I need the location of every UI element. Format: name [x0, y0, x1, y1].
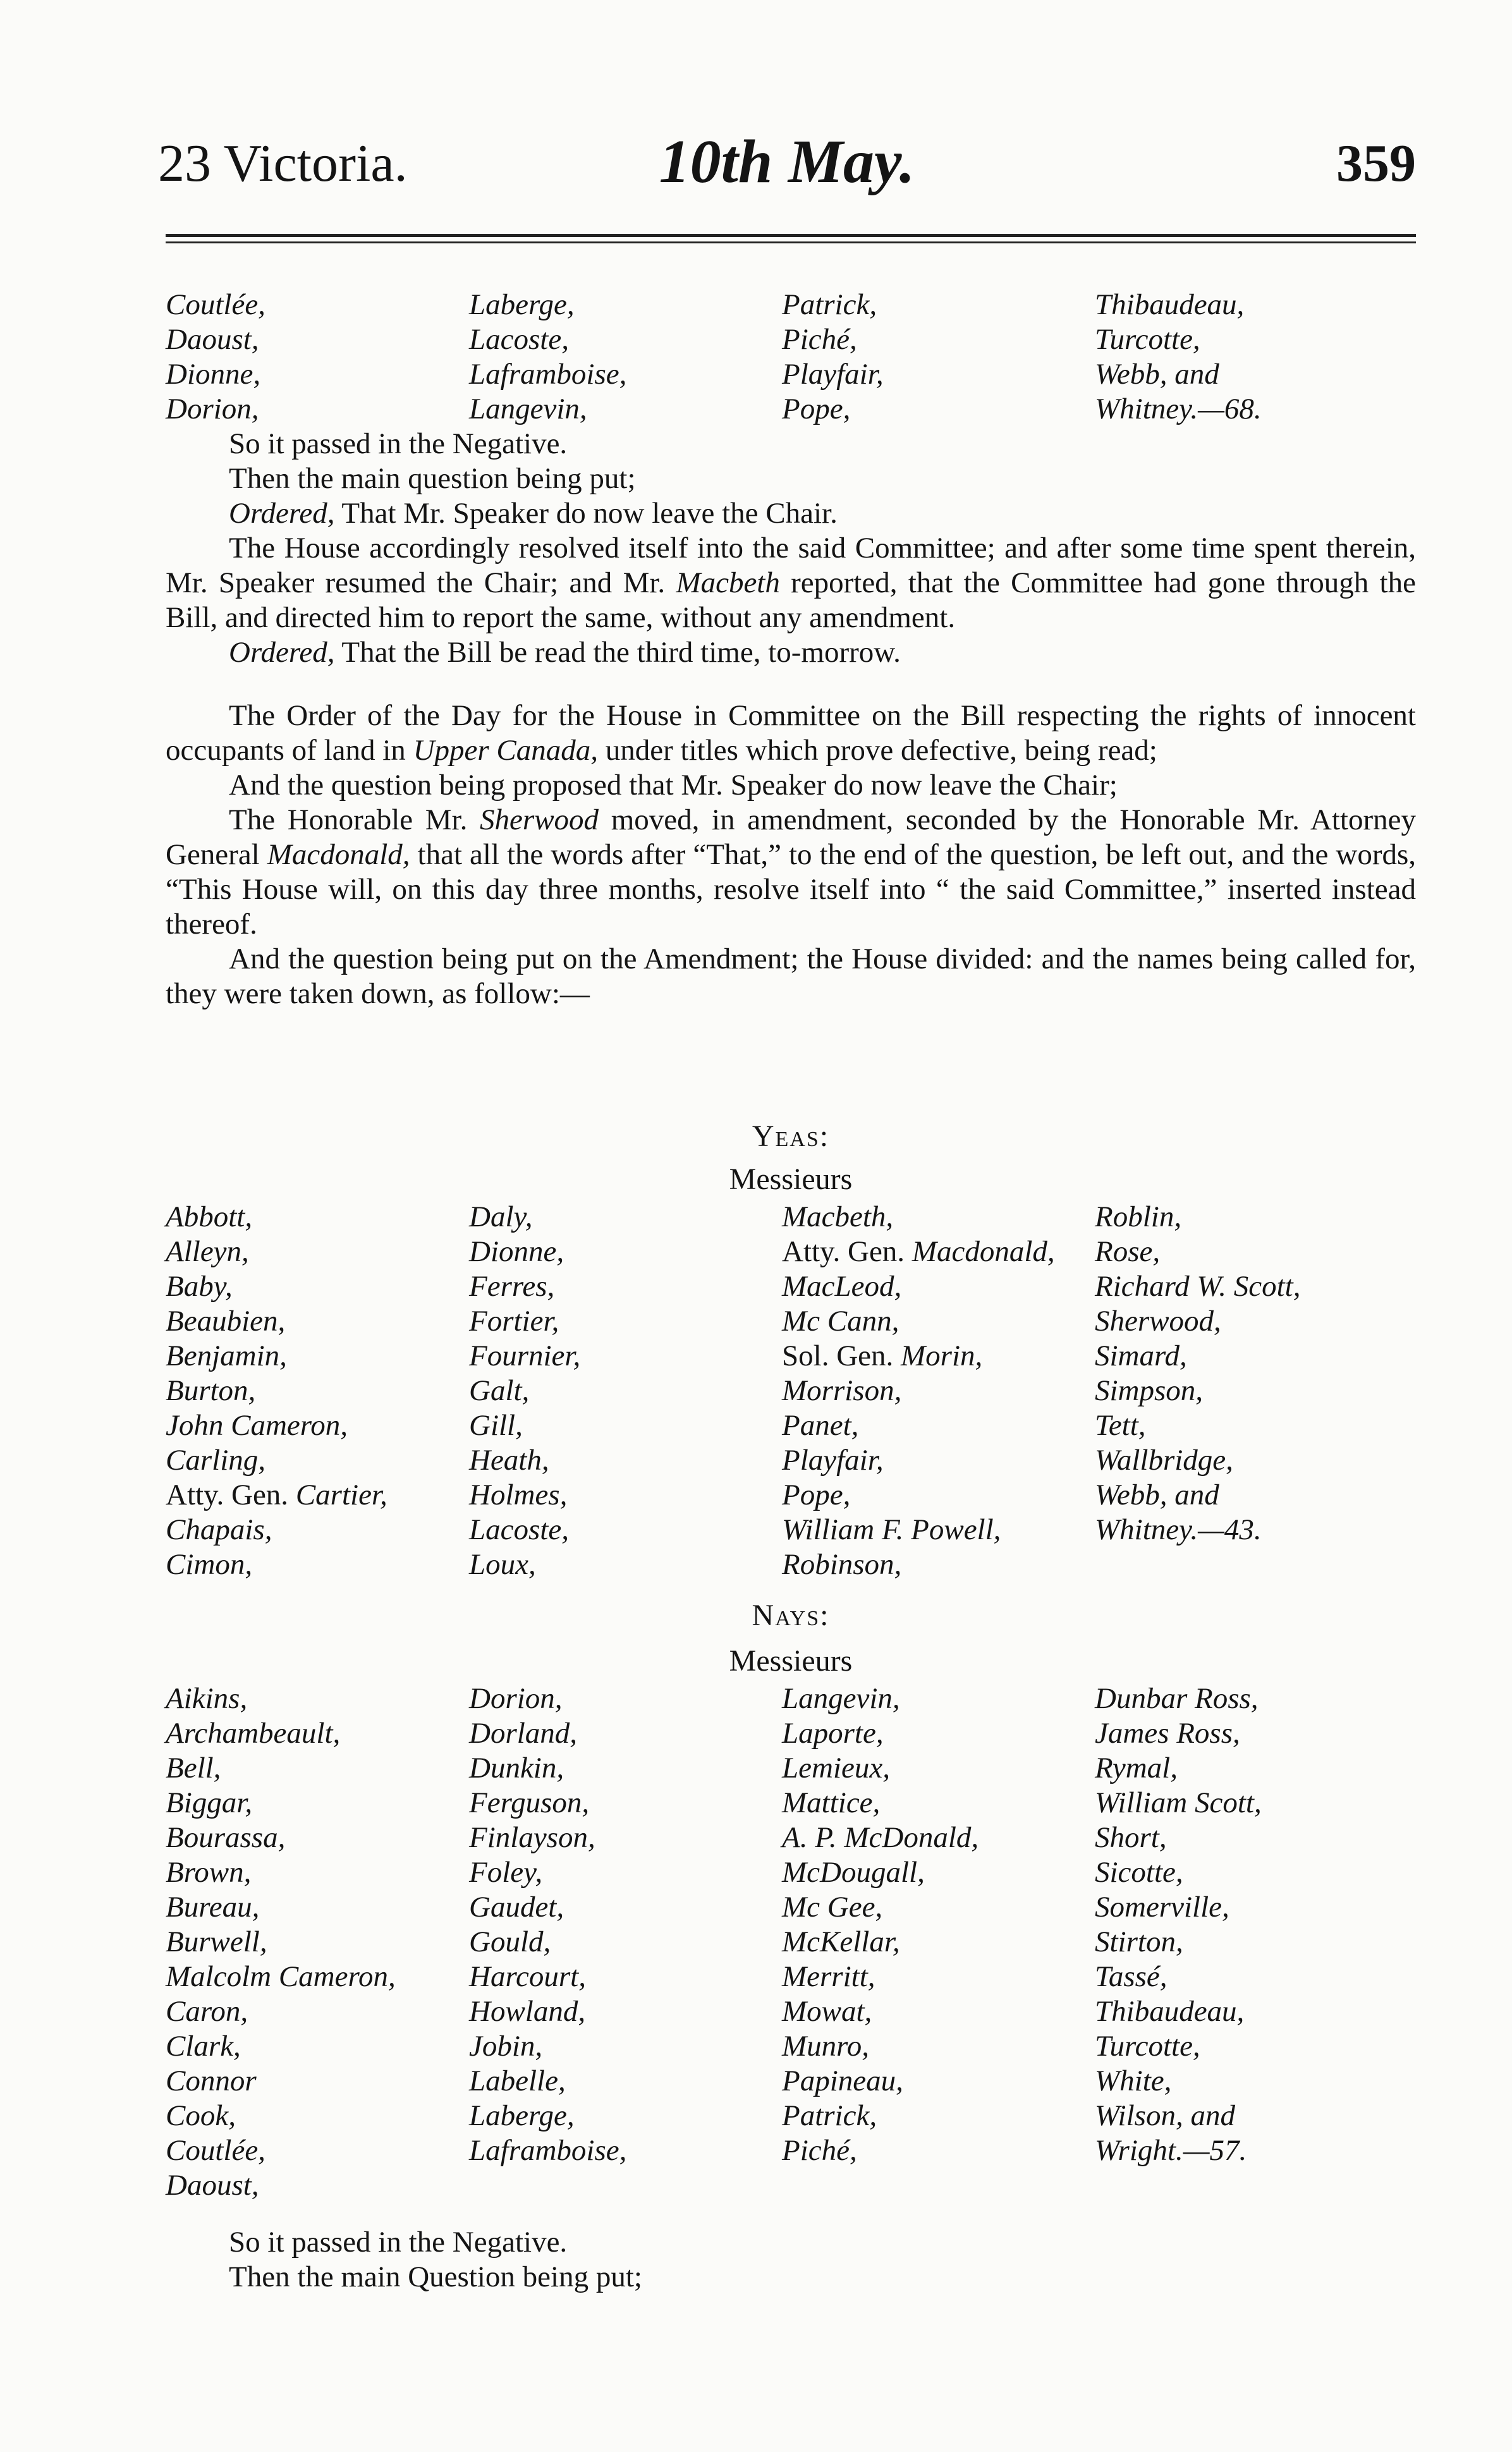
member-name: Heath,	[469, 1444, 549, 1477]
member-name: Sol. Gen. Morin,	[782, 1339, 983, 1372]
member-name: Biggar,	[166, 1786, 253, 1819]
member-name: Brown,	[166, 1856, 252, 1889]
member-name: Mc Cann,	[782, 1305, 899, 1338]
member-name: Dorland,	[469, 1717, 578, 1750]
member-name: White,	[1095, 2065, 1172, 2097]
name-row	[166, 1960, 1416, 1994]
closing-text	[166, 2225, 1416, 2295]
member-name: Short,	[1095, 1821, 1167, 1854]
name-row	[166, 1478, 1416, 1513]
member-name: Robinson,	[782, 1548, 902, 1581]
paragraph: Then the main Question being put;	[229, 2260, 642, 2293]
member-name: Fortier,	[469, 1305, 559, 1338]
name-row	[166, 1855, 1416, 1890]
name-row	[166, 1339, 1416, 1374]
member-name: Dorion,	[166, 393, 259, 425]
member-name: Roblin,	[1095, 1200, 1182, 1233]
member-name: Rymal,	[1095, 1752, 1178, 1784]
member-name: Stirton,	[1095, 1925, 1183, 1958]
member-name: Whitney.—43.	[1095, 1513, 1262, 1546]
member-name: Coutlée,	[166, 288, 265, 321]
place-name: Upper Canada,	[413, 734, 599, 767]
member-name: Dorion,	[469, 1682, 563, 1715]
member-name: Labelle,	[469, 2065, 566, 2097]
yeas-messieurs: Messieurs	[729, 1162, 853, 1196]
proceedings-text	[166, 427, 1416, 1011]
header-rule-thin	[166, 241, 1416, 243]
paragraph: Then the main question being put;	[229, 462, 636, 495]
member-name: Sicotte,	[1095, 1856, 1183, 1889]
member-name: Atty. Gen. Macdonald,	[782, 1235, 1055, 1268]
paragraph	[166, 635, 1416, 670]
member-name: Fournier,	[469, 1339, 581, 1372]
member-name: Munro,	[782, 2030, 869, 2063]
member-name: Ferguson,	[469, 1786, 590, 1819]
member-name: Piché,	[782, 2134, 857, 2167]
name-row	[166, 1513, 1416, 1547]
member-name: Galt,	[469, 1374, 530, 1407]
member-name: Coutlée,	[166, 2134, 265, 2167]
ordered-lead: Ordered,	[229, 497, 335, 530]
member-name: Dionne,	[166, 358, 261, 391]
name-row	[166, 1821, 1416, 1855]
member-name: Pope,	[782, 1479, 851, 1511]
member-name: McDougall,	[782, 1856, 925, 1889]
nays-name-list	[166, 1681, 1416, 2203]
paragraph	[166, 531, 1416, 635]
member-name: Baby,	[166, 1270, 233, 1303]
member-name: Ferres,	[469, 1270, 555, 1303]
member-name: Sherwood	[480, 803, 599, 836]
member-name: Morrison,	[782, 1374, 902, 1407]
member-name: Whitney.—68.	[1095, 393, 1262, 425]
name-row	[166, 2133, 1416, 2168]
member-name: William Scott,	[1095, 1786, 1262, 1819]
member-name: Cook,	[166, 2099, 236, 2132]
nays-messieurs: Messieurs	[729, 1644, 853, 1678]
member-name: Somerville,	[1095, 1891, 1229, 1924]
member-name: Patrick,	[782, 288, 877, 321]
member-name: Daly,	[469, 1200, 533, 1233]
member-name: MacLeod,	[782, 1270, 902, 1303]
member-name: John Cameron,	[166, 1409, 348, 1442]
member-name: Carling,	[166, 1444, 266, 1477]
member-name: Laberge,	[469, 288, 575, 321]
member-name: Pope,	[782, 393, 851, 425]
member-name: Archambeault,	[166, 1717, 341, 1750]
member-name: Loux,	[469, 1548, 536, 1581]
date-title: 10th May.	[659, 128, 915, 196]
member-name: Howland,	[469, 1995, 586, 2028]
member-name: Benjamin,	[166, 1339, 287, 1372]
member-name: Cimon,	[166, 1548, 253, 1581]
name-row	[166, 2168, 1416, 2203]
name-row	[166, 288, 1416, 322]
name-row	[166, 1269, 1416, 1304]
member-name: Gould,	[469, 1925, 551, 1958]
member-name: Aikins,	[166, 1682, 248, 1715]
name-row	[166, 1408, 1416, 1443]
member-name: Lemieux,	[782, 1752, 890, 1784]
member-name: Langevin,	[469, 393, 587, 425]
name-row	[166, 322, 1416, 357]
member-name: Daoust,	[166, 323, 259, 356]
page-number: 359	[1336, 134, 1416, 193]
member-name: Langevin,	[782, 1682, 900, 1715]
member-name: Abbott,	[166, 1200, 253, 1233]
member-name: Burwell,	[166, 1925, 267, 1958]
name-row	[166, 2029, 1416, 2064]
member-name: Tett,	[1095, 1409, 1146, 1442]
name-row	[166, 1925, 1416, 1960]
member-name: Wallbridge,	[1095, 1444, 1233, 1477]
member-name: Finlayson,	[469, 1821, 595, 1854]
member-name: Tassé,	[1095, 1960, 1168, 1993]
member-name: Gaudet,	[469, 1891, 564, 1924]
member-name: Bureau,	[166, 1891, 260, 1924]
name-row	[166, 1304, 1416, 1339]
paragraph: So it passed in the Negative.	[229, 2226, 568, 2259]
member-name: Mc Gee,	[782, 1891, 883, 1924]
member-name: Atty. Gen. Cartier,	[166, 1479, 387, 1511]
member-name: Playfair,	[782, 358, 884, 391]
paragraph	[166, 496, 1416, 531]
name-row	[166, 2099, 1416, 2133]
member-name: Mowat,	[782, 1995, 872, 2028]
member-name: Simpson,	[1095, 1374, 1204, 1407]
member-name: Thibaudeau,	[1095, 1995, 1245, 2028]
vote1-name-list	[166, 288, 1416, 427]
member-name: McKellar,	[782, 1925, 900, 1958]
member-name: Clark,	[166, 2030, 241, 2063]
member-name: Turcotte,	[1095, 323, 1200, 356]
member-name: Laframboise,	[469, 2134, 627, 2167]
member-name: Gill,	[469, 1409, 523, 1442]
member-name: Turcotte,	[1095, 2030, 1200, 2063]
paragraph: So it passed in the Negative.	[229, 427, 568, 460]
member-name: Connor	[166, 2065, 257, 2097]
member-name: Dunkin,	[469, 1752, 564, 1784]
member-name: Macbeth	[676, 566, 780, 599]
name-row	[166, 392, 1416, 427]
paragraph-text: The House accordingly resolved itself into the said Committee; and after some time spent therein, Mr. Speaker resumed the Chair; and Mr.	[166, 532, 1416, 599]
member-name: Merritt,	[782, 1960, 875, 1993]
member-name: Lacoste,	[469, 1513, 569, 1546]
name-row	[166, 1235, 1416, 1269]
member-name: Macbeth,	[782, 1200, 894, 1233]
name-row	[166, 1994, 1416, 2029]
member-name: Panet,	[782, 1409, 859, 1442]
yeas-name-list	[166, 1200, 1416, 1582]
member-name: A. P. McDonald,	[782, 1821, 979, 1854]
member-name: Rose,	[1095, 1235, 1161, 1268]
member-name: Laporte,	[782, 1717, 884, 1750]
member-name: Webb, and	[1095, 1479, 1219, 1511]
member-name: Sherwood,	[1095, 1305, 1221, 1338]
member-name: Beaubien,	[166, 1305, 286, 1338]
nays-heading: Nays:	[752, 1599, 830, 1632]
name-row	[166, 1200, 1416, 1235]
member-name: Alleyn,	[166, 1235, 249, 1268]
member-name: Bourassa,	[166, 1821, 286, 1854]
member-name: Holmes,	[469, 1479, 568, 1511]
name-row	[166, 1443, 1416, 1478]
member-name: Dunbar Ross,	[1095, 1682, 1259, 1715]
member-name: Patrick,	[782, 2099, 877, 2132]
name-row	[166, 1547, 1416, 1582]
member-name: William F. Powell,	[782, 1513, 1001, 1546]
member-name: Richard W. Scott,	[1095, 1270, 1301, 1303]
member-name: Dionne,	[469, 1235, 564, 1268]
paragraph: And the question being put on the Amendment; the House divided: and the names being called for, they were taken down, as follow:—	[166, 942, 1416, 1010]
paragraph-text: The Honorable Mr.	[229, 803, 480, 836]
session-label: 23 Victoria.	[158, 134, 408, 193]
paragraph-text: that all the words after “That,” to the end of the question, be left out, and the words, “This House will, on this day three months, resolve itself into “ the said Committee,” inserted instead thereof.	[166, 838, 1417, 941]
name-row	[166, 357, 1416, 392]
member-name: Harcourt,	[469, 1960, 586, 1993]
page-header	[158, 126, 1416, 196]
paragraph-text: reported, that the Committee had gone through the Bill, and directed him to report the same, without any amendment.	[166, 566, 1416, 634]
member-name: Daoust,	[166, 2169, 259, 2202]
member-name: Wright.—57.	[1095, 2134, 1247, 2167]
member-name: Webb, and	[1095, 358, 1219, 391]
member-name: Burton,	[166, 1374, 256, 1407]
member-name: Laberge,	[469, 2099, 575, 2132]
member-name: Jobin,	[469, 2030, 543, 2063]
paragraph-text: That the Bill be read the third time, to-morrow.	[334, 636, 901, 669]
paragraph-text: The Order of the Day for the House in Committee on the Bill respecting the rights of innocent occupants of land in	[166, 699, 1416, 767]
member-name: James Ross,	[1095, 1717, 1240, 1750]
member-name: Macdonald,	[267, 838, 410, 871]
paragraph: And the question being proposed that Mr. Speaker do now leave the Chair;	[229, 769, 1118, 802]
member-name: Chapais,	[166, 1513, 272, 1546]
paragraph	[166, 698, 1416, 768]
paragraph-text: under titles which prove defective, being read;	[598, 734, 1157, 767]
name-row	[166, 1681, 1416, 1716]
member-name: Bell,	[166, 1752, 221, 1784]
member-name: Playfair,	[782, 1444, 884, 1477]
member-name: Wilson, and	[1095, 2099, 1235, 2132]
paragraph-text: moved, in amendment, seconded by the Honorable Mr. Attorney General	[166, 803, 1416, 871]
member-name: Lacoste,	[469, 323, 569, 356]
member-name: Caron,	[166, 1995, 248, 2028]
member-name: Mattice,	[782, 1786, 881, 1819]
name-row	[166, 1786, 1416, 1821]
member-name: Foley,	[469, 1856, 543, 1889]
member-name: Simard,	[1095, 1339, 1187, 1372]
member-name: Piché,	[782, 323, 857, 356]
yeas-heading: Yeas:	[752, 1119, 830, 1153]
name-row	[166, 1374, 1416, 1408]
paragraph-text: That Mr. Speaker do now leave the Chair.	[334, 497, 838, 530]
paragraph	[166, 803, 1416, 942]
name-row	[166, 1890, 1416, 1925]
header-rule-thick	[166, 234, 1416, 237]
ordered-lead: Ordered,	[229, 636, 335, 669]
name-row	[166, 1716, 1416, 1751]
name-row	[166, 2064, 1416, 2099]
member-name: Laframboise,	[469, 358, 627, 391]
member-name: Thibaudeau,	[1095, 288, 1245, 321]
name-row	[166, 1751, 1416, 1786]
member-name: Papineau,	[782, 2065, 903, 2097]
member-name: Malcolm Cameron,	[166, 1960, 396, 1993]
